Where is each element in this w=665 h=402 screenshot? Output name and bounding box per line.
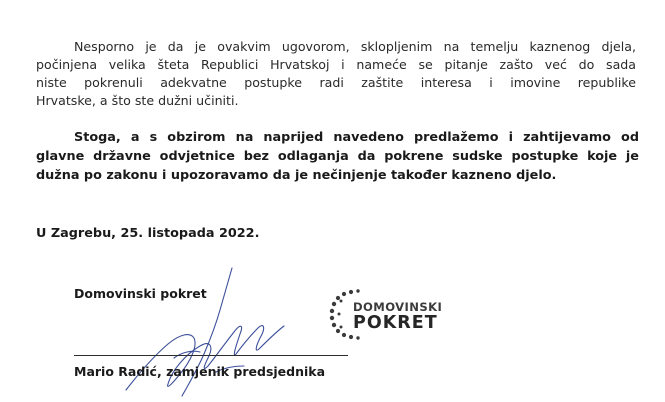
paragraph-line: Stoga, a s obzirom na naprijed navedeno predlažemo i zahtijevamo od (74, 130, 639, 145)
paragraph-line: dužna po zakonu i upozoravamo da je nečinjenje također kazneno djelo. (36, 168, 557, 183)
paragraph-line: Hrvatske, a što ste dužni učiniti. (36, 93, 239, 108)
body-paragraph-1 (36, 38, 636, 110)
body-paragraph-2-demand (36, 128, 639, 185)
logo-text-line-1: DOMOVINSKI (353, 300, 443, 314)
paragraph-line: niste pokrenuli adekvatne postupke radi zaštite interesa i imovine republike (36, 75, 636, 90)
paragraph-line: Nesporno je da je ovakvim ugovorom, sklopljenim na temelju kaznenog djela, (74, 39, 636, 54)
signer-name-and-title: Mario Radić, zamjenik predsjednika (74, 364, 326, 379)
logo-text-line-2: POKRET (353, 313, 438, 333)
place-and-date: U Zagrebu, 25. listopada 2022. (36, 226, 260, 241)
paragraph-line: glavne državne odvjetnice bez odlaganja da pokrene sudske postupke koje je (36, 149, 639, 164)
paragraph-line: počinjena velika šteta Republici Hrvatskoj i nameće se pitanje zašto već do sada (36, 57, 636, 72)
handwritten-signature (120, 262, 290, 402)
domovinski-pokret-logo (327, 286, 452, 344)
organization-name: Domovinski pokret (74, 286, 207, 301)
signature-line (74, 355, 348, 356)
